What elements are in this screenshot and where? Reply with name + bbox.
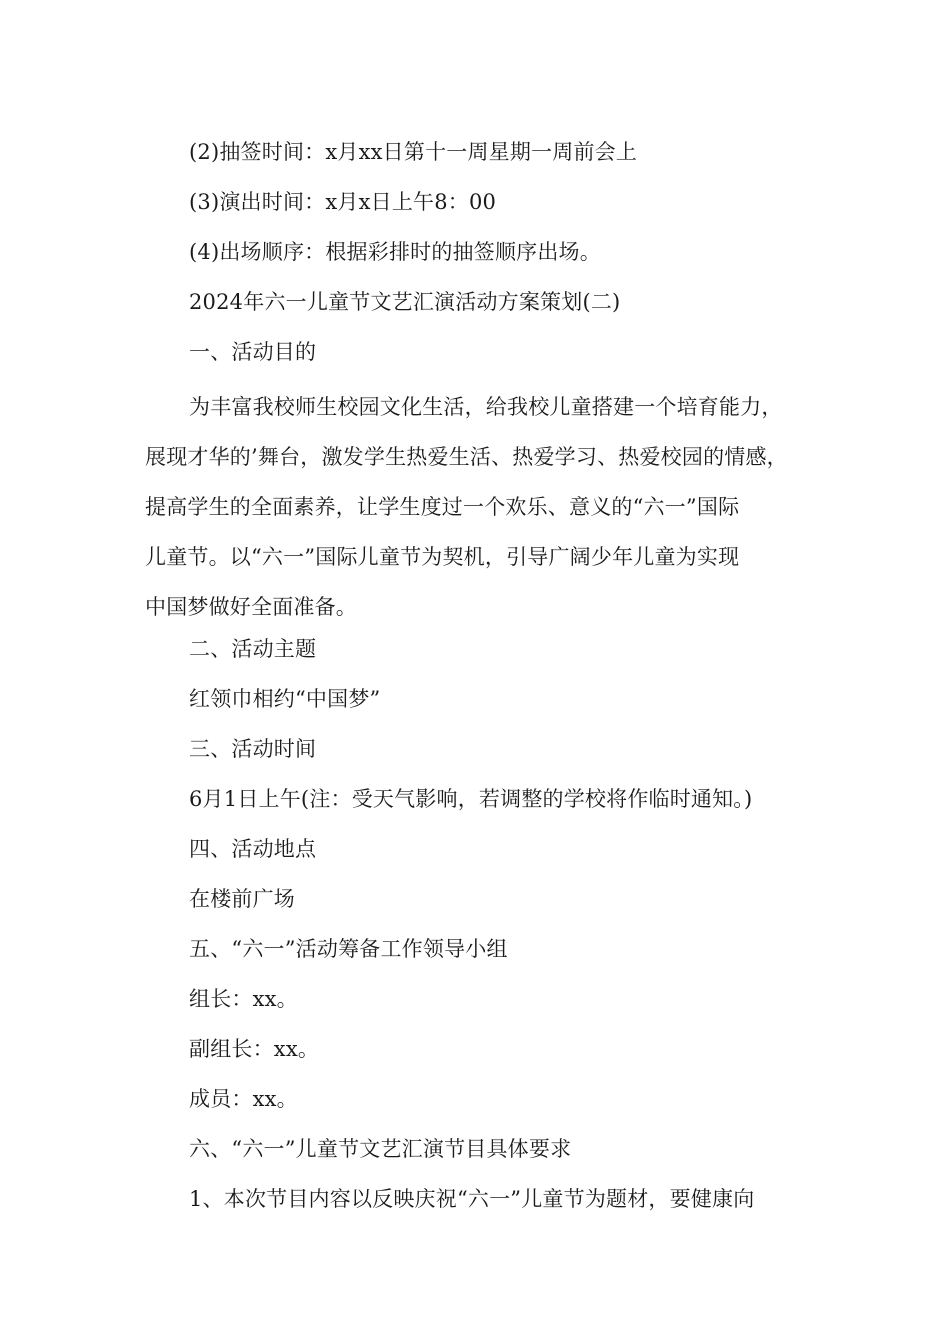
activity-time-text: 6月1日上午(注：受天气影响，若调整的学校将作临时通知。) — [189, 787, 753, 811]
requirement-item-1: 1、本次节目内容以反映庆祝“六一”儿童节为题材，要健康向 — [189, 1187, 755, 1211]
paragraph-line: 儿童节。以“六一”国际儿童节为契机，引导广阔少年儿童为实现 — [145, 545, 740, 569]
paragraph-line: 中国梦做好全面准备。 — [145, 595, 357, 619]
heading-program-requirements: 六、“六一”儿童节文艺汇演节目具体要求 — [189, 1137, 572, 1161]
section-title: 2024年六一儿童节文艺汇演活动方案策划(二) — [189, 290, 621, 314]
heading-activity-theme: 二、活动主题 — [189, 637, 317, 661]
activity-location-text: 在楼前广场 — [189, 887, 295, 911]
heading-activity-purpose: 一、活动目的 — [189, 340, 317, 364]
paragraph-line: 为丰富我校师生校园文化生活，给我校儿童搭建一个培育能力， — [189, 395, 783, 419]
activity-theme-text: 红领巾相约“中国梦” — [189, 687, 381, 711]
deputy-leader-line: 副组长：xx。 — [189, 1037, 320, 1061]
heading-activity-time: 三、活动时间 — [189, 737, 317, 761]
appearance-order-line: (4)出场顺序：根据彩排时的抽签顺序出场。 — [189, 240, 601, 264]
draw-time-line: (2)抽签时间：x月xx日第十一周星期一周前会上 — [189, 140, 638, 164]
group-leader-line: 组长：xx。 — [189, 987, 298, 1011]
members-line: 成员：xx。 — [189, 1087, 298, 1111]
purpose-paragraph — [145, 382, 835, 632]
heading-leadership-group: 五、“六一”活动筹备工作领导小组 — [189, 937, 508, 961]
paragraph-line: 展现才华的’舞台，激发学生热爱生活、热爱学习、热爱校园的情感， — [145, 445, 788, 469]
heading-activity-location: 四、活动地点 — [189, 837, 317, 861]
paragraph-line: 提高学生的全面素养，让学生度过一个欢乐、意义的“六一”国际 — [145, 495, 740, 519]
performance-time-line: (3)演出时间：x月x日上午8：00 — [189, 190, 497, 214]
